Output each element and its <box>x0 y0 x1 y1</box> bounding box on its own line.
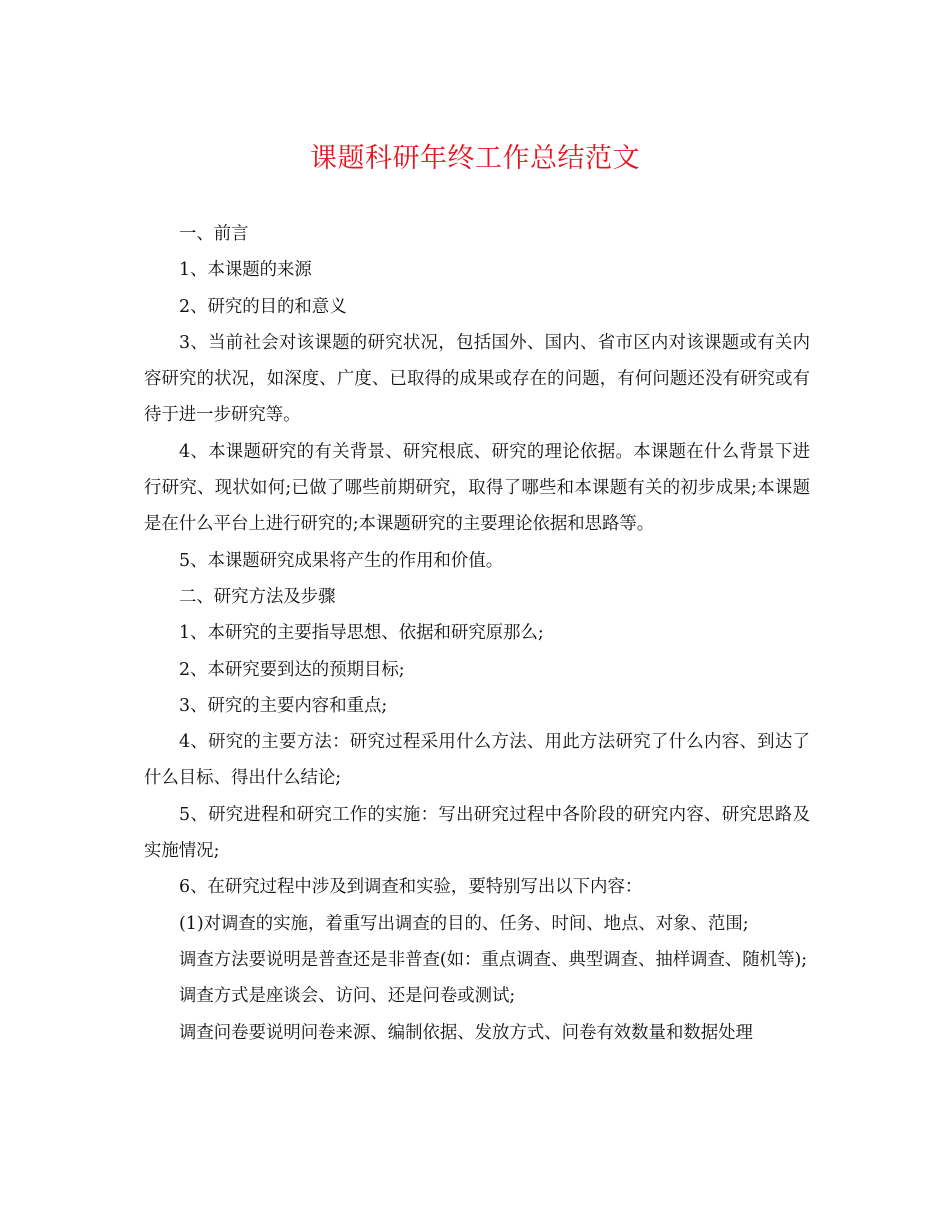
paragraph: 2、本研究要到达的预期目标; <box>179 659 405 680</box>
paragraph: (1)对调查的实施，着重写出调查的目的、任务、时间、地点、对象、范围; <box>179 913 749 934</box>
heading-preface: 一、前言 <box>179 224 249 244</box>
document-body <box>144 216 810 1051</box>
paragraph: 调查方式是座谈会、访问、还是问卷或测试; <box>179 986 516 1007</box>
paragraph: 4、本课题研究的有关背景、研究根底、研究的理论依据。本课题在什么背景下进行研究、现状如何;已做了哪些前期研究，取得了哪些和本课题有关的初步成果;本课题是在什么平台上进行研究的;本课题研究的主要理论依据和思路等。 <box>144 441 810 535</box>
document-title: 课题科研年终工作总结范文 <box>310 143 640 174</box>
paragraph: 2、研究的目的和意义 <box>179 296 347 317</box>
paragraph: 调查问卷要说明问卷来源、编制依据、发放方式、问卷有效数量和数据处理 <box>179 1022 753 1043</box>
paragraph: 4、研究的主要方法：研究过程采用什么方法、用此方法研究了什么内容、到达了什么目标、得出什么结论; <box>144 732 810 789</box>
paragraph: 3、研究的主要内容和重点; <box>179 695 388 716</box>
paragraph: 5、本课题研究成果将产生的作用和价值。 <box>179 550 504 571</box>
paragraph: 5、研究进程和研究工作的实施：写出研究过程中各阶段的研究内容、研究思路及实施情况; <box>144 804 810 862</box>
paragraph: 1、本课题的来源 <box>179 260 312 281</box>
paragraph: 3、当前社会对该课题的研究状况，包括国外、国内、省市区内对该课题或有关内容研究的状况，如深度、广度、已取得的成果或存在的问题，有何问题还没有研究或有待于进一步研究等。 <box>144 332 810 426</box>
heading-methods: 二、研究方法及步骤 <box>179 586 336 607</box>
paragraph: 调查方法要说明是普查还是非普查(如：重点调查、典型调查、抽样调查、随机等); <box>179 949 808 970</box>
paragraph: 1、本研究的主要指导思想、依据和研究原那么; <box>179 623 544 644</box>
paragraph: 6、在研究过程中涉及到调查和实验，要特别写出以下内容： <box>179 877 643 898</box>
